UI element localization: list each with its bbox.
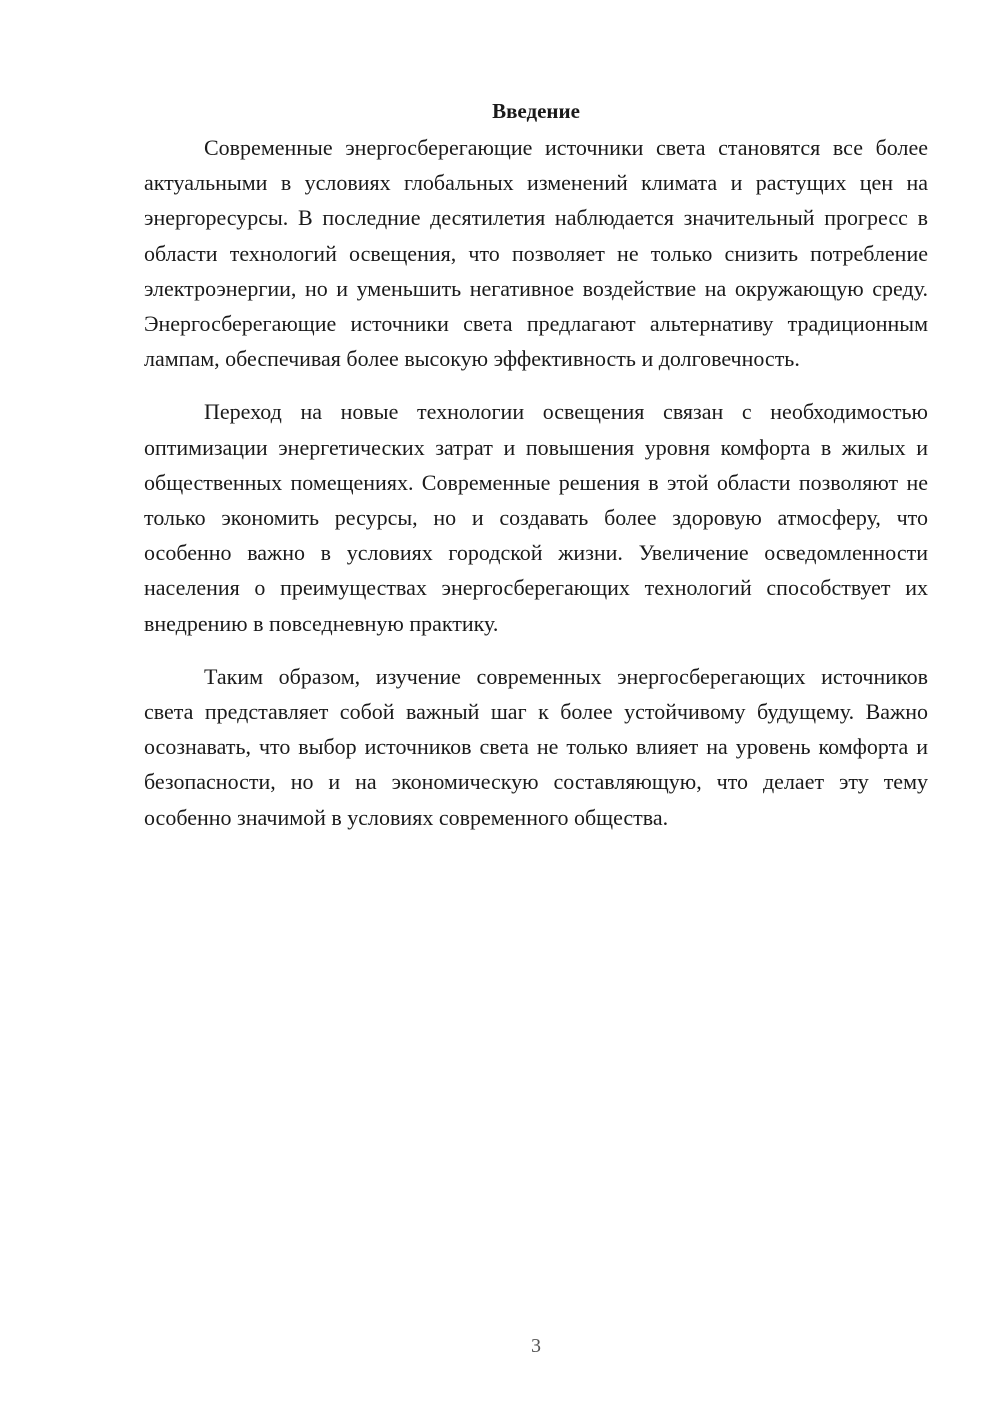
paragraph-1: Современные энергосберегающие источники света становятся все более актуальными в условиях глобальных изменений климата и растущих цен на энергоресурсы. В последние десятилетия наблюдается значительный прогресс в области технологий освещения, что позволяет не только снизить потребление электроэнергии, но и уменьшить негативное воздействие на окружающую среду. Энергосберегающие источники света предлагают альтернативу традиционным лампам, обеспечивая более высокую эффективность и долговечность. (144, 135, 928, 372)
paragraph-2: Переход на новые технологии освещения связан с необходимостью оптимизации энергетических затрат и повышения уровня комфорта в жилых и общественных помещениях. Современные решения в этой области позволяют не только экономить ресурсы, но и создавать более здоровую атмосферу, что особенно важно в условиях городской жизни. Увеличение осведомленности населения о преимуществах энергосберегающих технологий способствует их внедрению в повседневную практику. (144, 399, 928, 636)
page-number: 3 (531, 1335, 541, 1357)
page-content (144, 96, 928, 853)
section-title: Введение (492, 99, 580, 123)
paragraph-3: Таким образом, изучение современных энергосберегающих источников света представляет собой важный шаг к более устойчивому будущему. Важно осознавать, что выбор источников света не только влияет на уровень комфорта и безопасности, но и на экономическую составляющую, что делает эту тему особенно значимой в условиях современного общества. (144, 663, 928, 830)
